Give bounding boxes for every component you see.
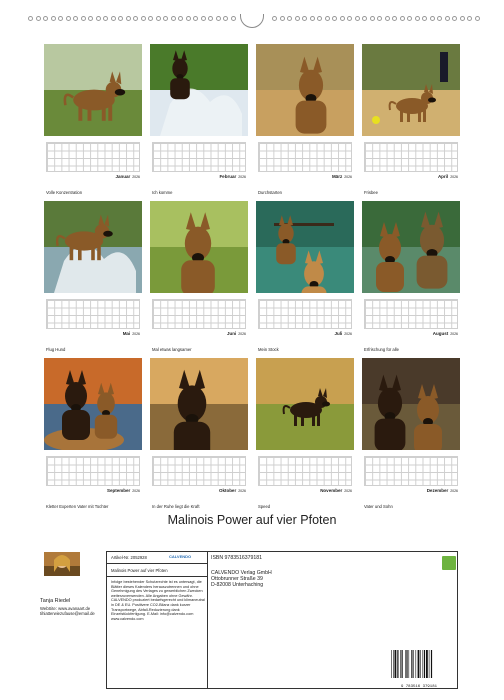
divider — [207, 552, 208, 688]
month-photo — [362, 44, 460, 136]
day-grid — [258, 299, 352, 329]
month-label: März 2026 — [331, 174, 352, 179]
photo-caption: Durchstarten — [258, 190, 282, 195]
binding-ring — [392, 16, 397, 21]
binding-ring — [317, 16, 322, 21]
binding-ring — [355, 16, 360, 21]
photo-caption: Kletter Experten Vater mit Tochter — [46, 504, 109, 509]
calendar-title: Malinois Power auf vier Pfoten — [167, 513, 337, 527]
month-label: September 2026 — [106, 488, 140, 493]
day-grid — [258, 142, 352, 172]
divider — [107, 563, 207, 564]
binding-ring — [280, 16, 285, 21]
author-avatar — [44, 552, 80, 576]
eco-badge-icon — [442, 556, 456, 570]
binding-ring — [186, 16, 191, 21]
binding-ring — [163, 16, 168, 21]
publisher-address: CALVENDO Verlag GmbH Ottobrunner Straße 39 D-82008 Unterhaching — [211, 570, 272, 589]
photo-caption: Flug Hund — [46, 347, 66, 352]
binding-ring — [407, 16, 412, 21]
binding-ring — [400, 16, 405, 21]
month-label: Januar 2026 — [115, 174, 140, 179]
month-label: Oktober 2026 — [218, 488, 246, 493]
day-grid — [364, 142, 458, 172]
binding-ring — [156, 16, 161, 21]
binding-ring — [73, 16, 78, 21]
binding-ring — [118, 16, 123, 21]
isbn: ISBN 9783516379181 — [211, 555, 263, 561]
month-label: Juli 2026 — [334, 331, 352, 336]
binding-ring — [377, 16, 382, 21]
binding-ring — [362, 16, 367, 21]
binding-ring — [201, 16, 206, 21]
product-info-box — [106, 551, 458, 689]
day-grid — [46, 142, 140, 172]
day-grid — [152, 456, 246, 486]
month-photo — [256, 44, 354, 136]
binding-ring — [385, 16, 390, 21]
binding-ring — [171, 16, 176, 21]
month-label: Mai 2026 — [122, 331, 140, 336]
binding-ring — [422, 16, 427, 21]
product-title: Malinois Power auf vier Pfoten — [111, 568, 168, 573]
day-grid — [152, 299, 246, 329]
month-label: Juni 2026 — [226, 331, 246, 336]
binding-ring — [28, 16, 33, 21]
barcode-number: 9 783516 379181 — [400, 685, 437, 689]
binding-ring — [66, 16, 71, 21]
binding-ring — [272, 16, 277, 21]
photo-caption: In der Ruhe liegt die Kraft — [152, 504, 200, 509]
photo-caption: Volle Konzentration — [46, 190, 83, 195]
author-website: WebSite: www.avanaart.de tihiatterwiezufause@email.de — [40, 606, 95, 616]
photo-caption: Mein Stock — [258, 347, 279, 352]
author-name: Tanja Riedel — [40, 598, 71, 604]
day-grid — [46, 299, 140, 329]
binding-ring — [111, 16, 116, 21]
day-grid — [258, 456, 352, 486]
month-photo — [150, 44, 248, 136]
binding-ring — [223, 16, 228, 21]
binding-ring — [96, 16, 101, 21]
divider — [107, 576, 207, 577]
binding-ring — [445, 16, 450, 21]
month-photo — [44, 201, 142, 293]
binding-ring — [332, 16, 337, 21]
binding-ring — [36, 16, 41, 21]
binding-ring — [141, 16, 146, 21]
binding-ring — [460, 16, 465, 21]
binding-ring — [58, 16, 63, 21]
binding-ring — [43, 16, 48, 21]
binding-ring — [437, 16, 442, 21]
month-photo — [150, 201, 248, 293]
binding-ring — [347, 16, 352, 21]
binding-ring — [208, 16, 213, 21]
binding-ring — [178, 16, 183, 21]
binding-ring — [467, 16, 472, 21]
month-photo — [44, 358, 142, 450]
photo-caption: Mal etwas langsamer — [152, 347, 192, 352]
article-number: Artikel-Nr. 2052928 — [111, 555, 147, 560]
binding-ring — [51, 16, 56, 21]
binding-ring — [133, 16, 138, 21]
binding-ring — [452, 16, 457, 21]
binding-ring — [340, 16, 345, 21]
binding-ring — [81, 16, 86, 21]
binding-ring — [148, 16, 153, 21]
binding-ring — [287, 16, 292, 21]
month-label: Dezember 2026 — [426, 488, 458, 493]
month-label: August 2026 — [432, 331, 458, 336]
month-label: Februar 2026 — [219, 174, 246, 179]
month-photo — [362, 201, 460, 293]
month-photo — [362, 358, 460, 450]
month-label: November 2026 — [320, 488, 352, 493]
binding-ring — [88, 16, 93, 21]
binding-ring — [430, 16, 435, 21]
binding-ring — [310, 16, 315, 21]
day-grid — [364, 456, 458, 486]
day-grid — [46, 456, 140, 486]
day-grid — [152, 142, 246, 172]
month-photo — [256, 358, 354, 450]
legal-notice: Infolge bestehender Schutzrechte ist es untersagt, die Blätter dieses Kalenders herauszutrennen und ohne Genehmigung des Verlages zu gewerblichen Zwecken weiterzuverwenden. Alle Angaben ohne Gewähr. CALVENDO produziert bedarfsgerecht und klimaneutral in DE & EU. Positivere CO2-Bilanz dank kurzer Transportwege, Abfall-Reduzierung dank Einzelstückfertigung. E-Mail: info@calvendo.com www.calvendo.com — [111, 580, 205, 621]
photo-caption: Frisbee — [364, 190, 378, 195]
month-photo — [44, 44, 142, 136]
binding-ring — [415, 16, 420, 21]
binding-ring — [370, 16, 375, 21]
binding-ring — [325, 16, 330, 21]
calvendo-logo: CALVENDO — [169, 554, 192, 559]
month-photo — [150, 358, 248, 450]
binding-ring — [302, 16, 307, 21]
binding-ring — [216, 16, 221, 21]
binding-ring — [103, 16, 108, 21]
photo-caption: Vater und Sohn — [364, 504, 393, 509]
photo-caption: Erfrischung für alle — [364, 347, 399, 352]
binding-ring — [475, 16, 480, 21]
photo-caption: Ich komme — [152, 190, 173, 195]
barcode — [389, 648, 449, 689]
photo-caption: Speed — [258, 504, 271, 509]
binding-ring — [295, 16, 300, 21]
binding-ring — [126, 16, 131, 21]
binding-ring — [193, 16, 198, 21]
binding-ring — [231, 16, 236, 21]
day-grid — [364, 299, 458, 329]
month-label: April 2026 — [437, 174, 458, 179]
month-photo — [256, 201, 354, 293]
